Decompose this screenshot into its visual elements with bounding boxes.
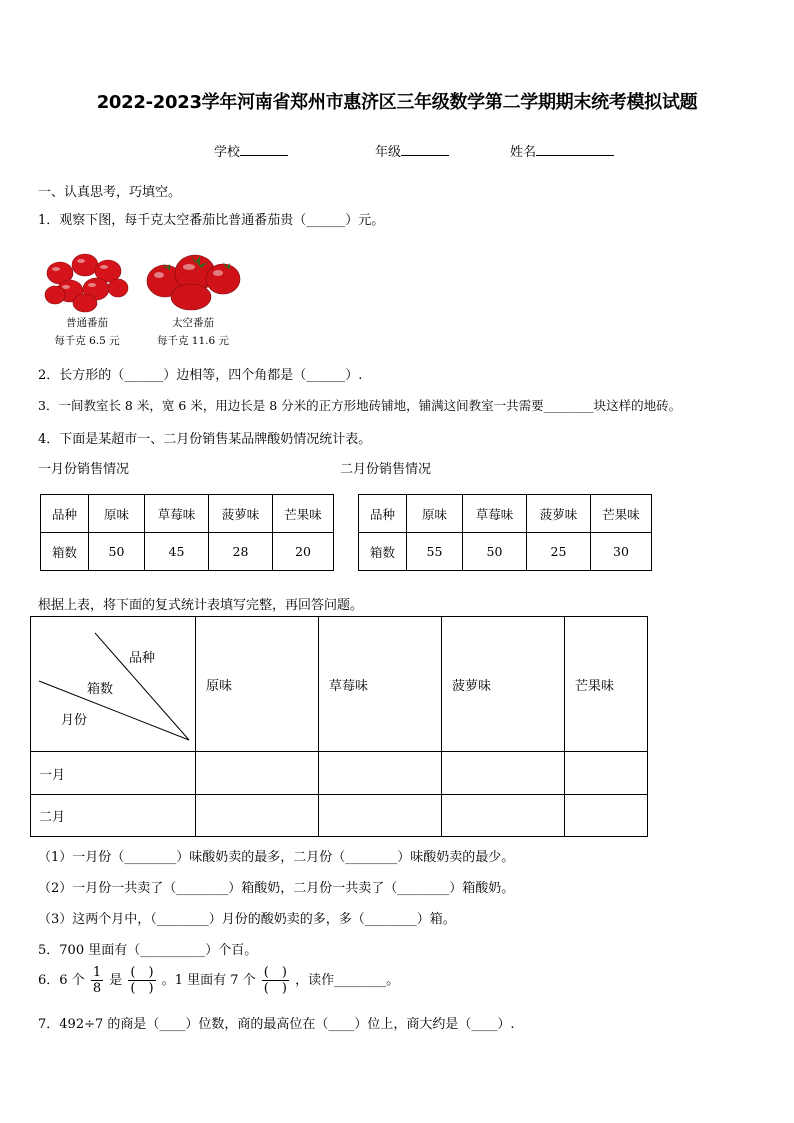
regular-tomato-price: 每千克 6.5 元 xyxy=(54,335,120,347)
table-cell: 30 xyxy=(591,533,652,571)
table-cell: 50 xyxy=(89,533,145,571)
row-header: 二月 xyxy=(31,795,196,837)
space-tomato-caption xyxy=(146,314,240,350)
name-blank[interactable] xyxy=(536,142,614,156)
fraction-blank-2[interactable] xyxy=(262,965,289,996)
january-table xyxy=(40,494,334,571)
fraction-denominator: 8 xyxy=(92,981,102,996)
fraction-numerator: 1 xyxy=(92,965,102,980)
answer-cell[interactable] xyxy=(319,795,442,837)
answer-cell[interactable] xyxy=(319,752,442,795)
fraction-blank-numerator[interactable]: ( ) xyxy=(263,965,287,980)
answer-cell[interactable] xyxy=(442,752,565,795)
column-header: 原味 xyxy=(196,617,319,752)
table-row xyxy=(41,533,334,571)
grade-field xyxy=(375,141,449,160)
school-blank[interactable] xyxy=(240,142,288,156)
regular-tomato-image xyxy=(40,243,130,313)
table-row xyxy=(359,533,652,571)
table-cell: 品种 xyxy=(359,495,407,533)
grade-label: 年级 xyxy=(375,145,402,160)
column-header: 草莓味 xyxy=(319,617,442,752)
diagonal-label-variety: 品种 xyxy=(129,651,156,666)
table-cell: 20 xyxy=(273,533,334,571)
name-field xyxy=(510,141,614,160)
space-tomato-label: 太空番茄 xyxy=(172,317,214,329)
answer-cell[interactable] xyxy=(196,752,319,795)
question-7: 7．492÷7 的商是（____）位数，商的最高位在（____）位上，商大约是（____）. xyxy=(38,1017,515,1032)
answer-cell[interactable] xyxy=(565,752,648,795)
compound-table-instruction: 根据上表，将下面的复式统计表填写完整，再回答问题。 xyxy=(38,598,364,613)
space-tomato-image xyxy=(143,243,243,313)
regular-tomato-caption xyxy=(40,314,134,350)
question-1: 1．观察下图，每千克太空番茄比普通番茄贵（______）元。 xyxy=(38,213,385,228)
question-4-part-1: （1）一月份（________）味酸奶卖的最多，二月份（________）味酸奶卖的最少。 xyxy=(38,850,515,865)
fraction-one-eighth xyxy=(91,965,103,996)
q6-text-d: ，读作________。 xyxy=(295,973,400,988)
table-row xyxy=(31,752,648,795)
table-cell: 芒果味 xyxy=(591,495,652,533)
name-label: 姓名 xyxy=(510,145,537,160)
table-cell: 原味 xyxy=(89,495,145,533)
table-cell: 55 xyxy=(407,533,463,571)
question-4-part-2: （2）一月份一共卖了（________）箱酸奶，二月份一共卖了（________）箱酸奶。 xyxy=(38,881,515,896)
table-cell: 箱数 xyxy=(41,533,89,571)
school-field xyxy=(214,141,288,160)
question-3: 3．一间教室长 8 米，宽 6 米，用边长是 8 分米的正方形地砖铺地，铺满这间教室一共需要________块这样的地砖。 xyxy=(38,398,682,413)
section-heading: 一、认真思考，巧填空。 xyxy=(38,185,182,200)
space-tomato-price: 每千克 11.6 元 xyxy=(156,335,230,347)
table-cell: 28 xyxy=(209,533,273,571)
q6-text-b: 是 xyxy=(109,973,123,988)
table-cell: 菠萝味 xyxy=(209,495,273,533)
table-cell: 芒果味 xyxy=(273,495,334,533)
fraction-blank-numerator[interactable]: ( ) xyxy=(130,965,154,980)
answer-cell[interactable] xyxy=(196,795,319,837)
question-4-part-3: （3）这两个月中，（________）月份的酸奶卖的多，多（________）箱。 xyxy=(38,912,456,927)
answer-cell[interactable] xyxy=(442,795,565,837)
answer-cell[interactable] xyxy=(565,795,648,837)
table-cell: 50 xyxy=(463,533,527,571)
january-table-caption: 一月份销售情况 xyxy=(38,462,130,477)
column-header: 芒果味 xyxy=(565,617,648,752)
question-6 xyxy=(38,963,399,999)
question-2: 2．长方形的（______）边相等，四个角都是（______）. xyxy=(38,368,363,383)
february-table xyxy=(358,494,652,571)
table-cell: 45 xyxy=(145,533,209,571)
q6-text-a: 6．6 个 xyxy=(38,973,85,988)
regular-tomato-label: 普通番茄 xyxy=(66,317,108,329)
table-row xyxy=(31,617,648,752)
table-cell: 菠萝味 xyxy=(527,495,591,533)
diagonal-label-boxes: 箱数 xyxy=(87,682,114,697)
table-cell: 草莓味 xyxy=(463,495,527,533)
table-cell: 草莓味 xyxy=(145,495,209,533)
fraction-blank-1[interactable] xyxy=(128,965,155,996)
table-row xyxy=(41,495,334,533)
q6-text-c: 。1 里面有 7 个 xyxy=(161,973,256,988)
row-header: 一月 xyxy=(31,752,196,795)
fraction-blank-denominator[interactable]: ( ) xyxy=(130,981,154,996)
table-cell: 品种 xyxy=(41,495,89,533)
fraction-blank-denominator[interactable]: ( ) xyxy=(263,981,287,996)
table-row xyxy=(31,795,648,837)
question-5: 5．700 里面有（__________）个百。 xyxy=(38,943,258,958)
table-cell: 箱数 xyxy=(359,533,407,571)
february-table-caption: 二月份销售情况 xyxy=(340,462,432,477)
question-4: 4．下面是某超市一、二月份销售某品牌酸奶情况统计表。 xyxy=(38,432,372,447)
page-title: 2022-2023学年河南省郑州市惠济区三年级数学第二学期期末统考模拟试题 xyxy=(96,92,698,113)
table-cell: 25 xyxy=(527,533,591,571)
column-header: 菠萝味 xyxy=(442,617,565,752)
school-label: 学校 xyxy=(214,145,241,160)
compound-table xyxy=(30,616,648,837)
grade-blank[interactable] xyxy=(401,142,449,156)
table-row xyxy=(359,495,652,533)
diagonal-header-cell xyxy=(31,617,196,752)
diagonal-label-month: 月份 xyxy=(61,713,88,728)
table-cell: 原味 xyxy=(407,495,463,533)
